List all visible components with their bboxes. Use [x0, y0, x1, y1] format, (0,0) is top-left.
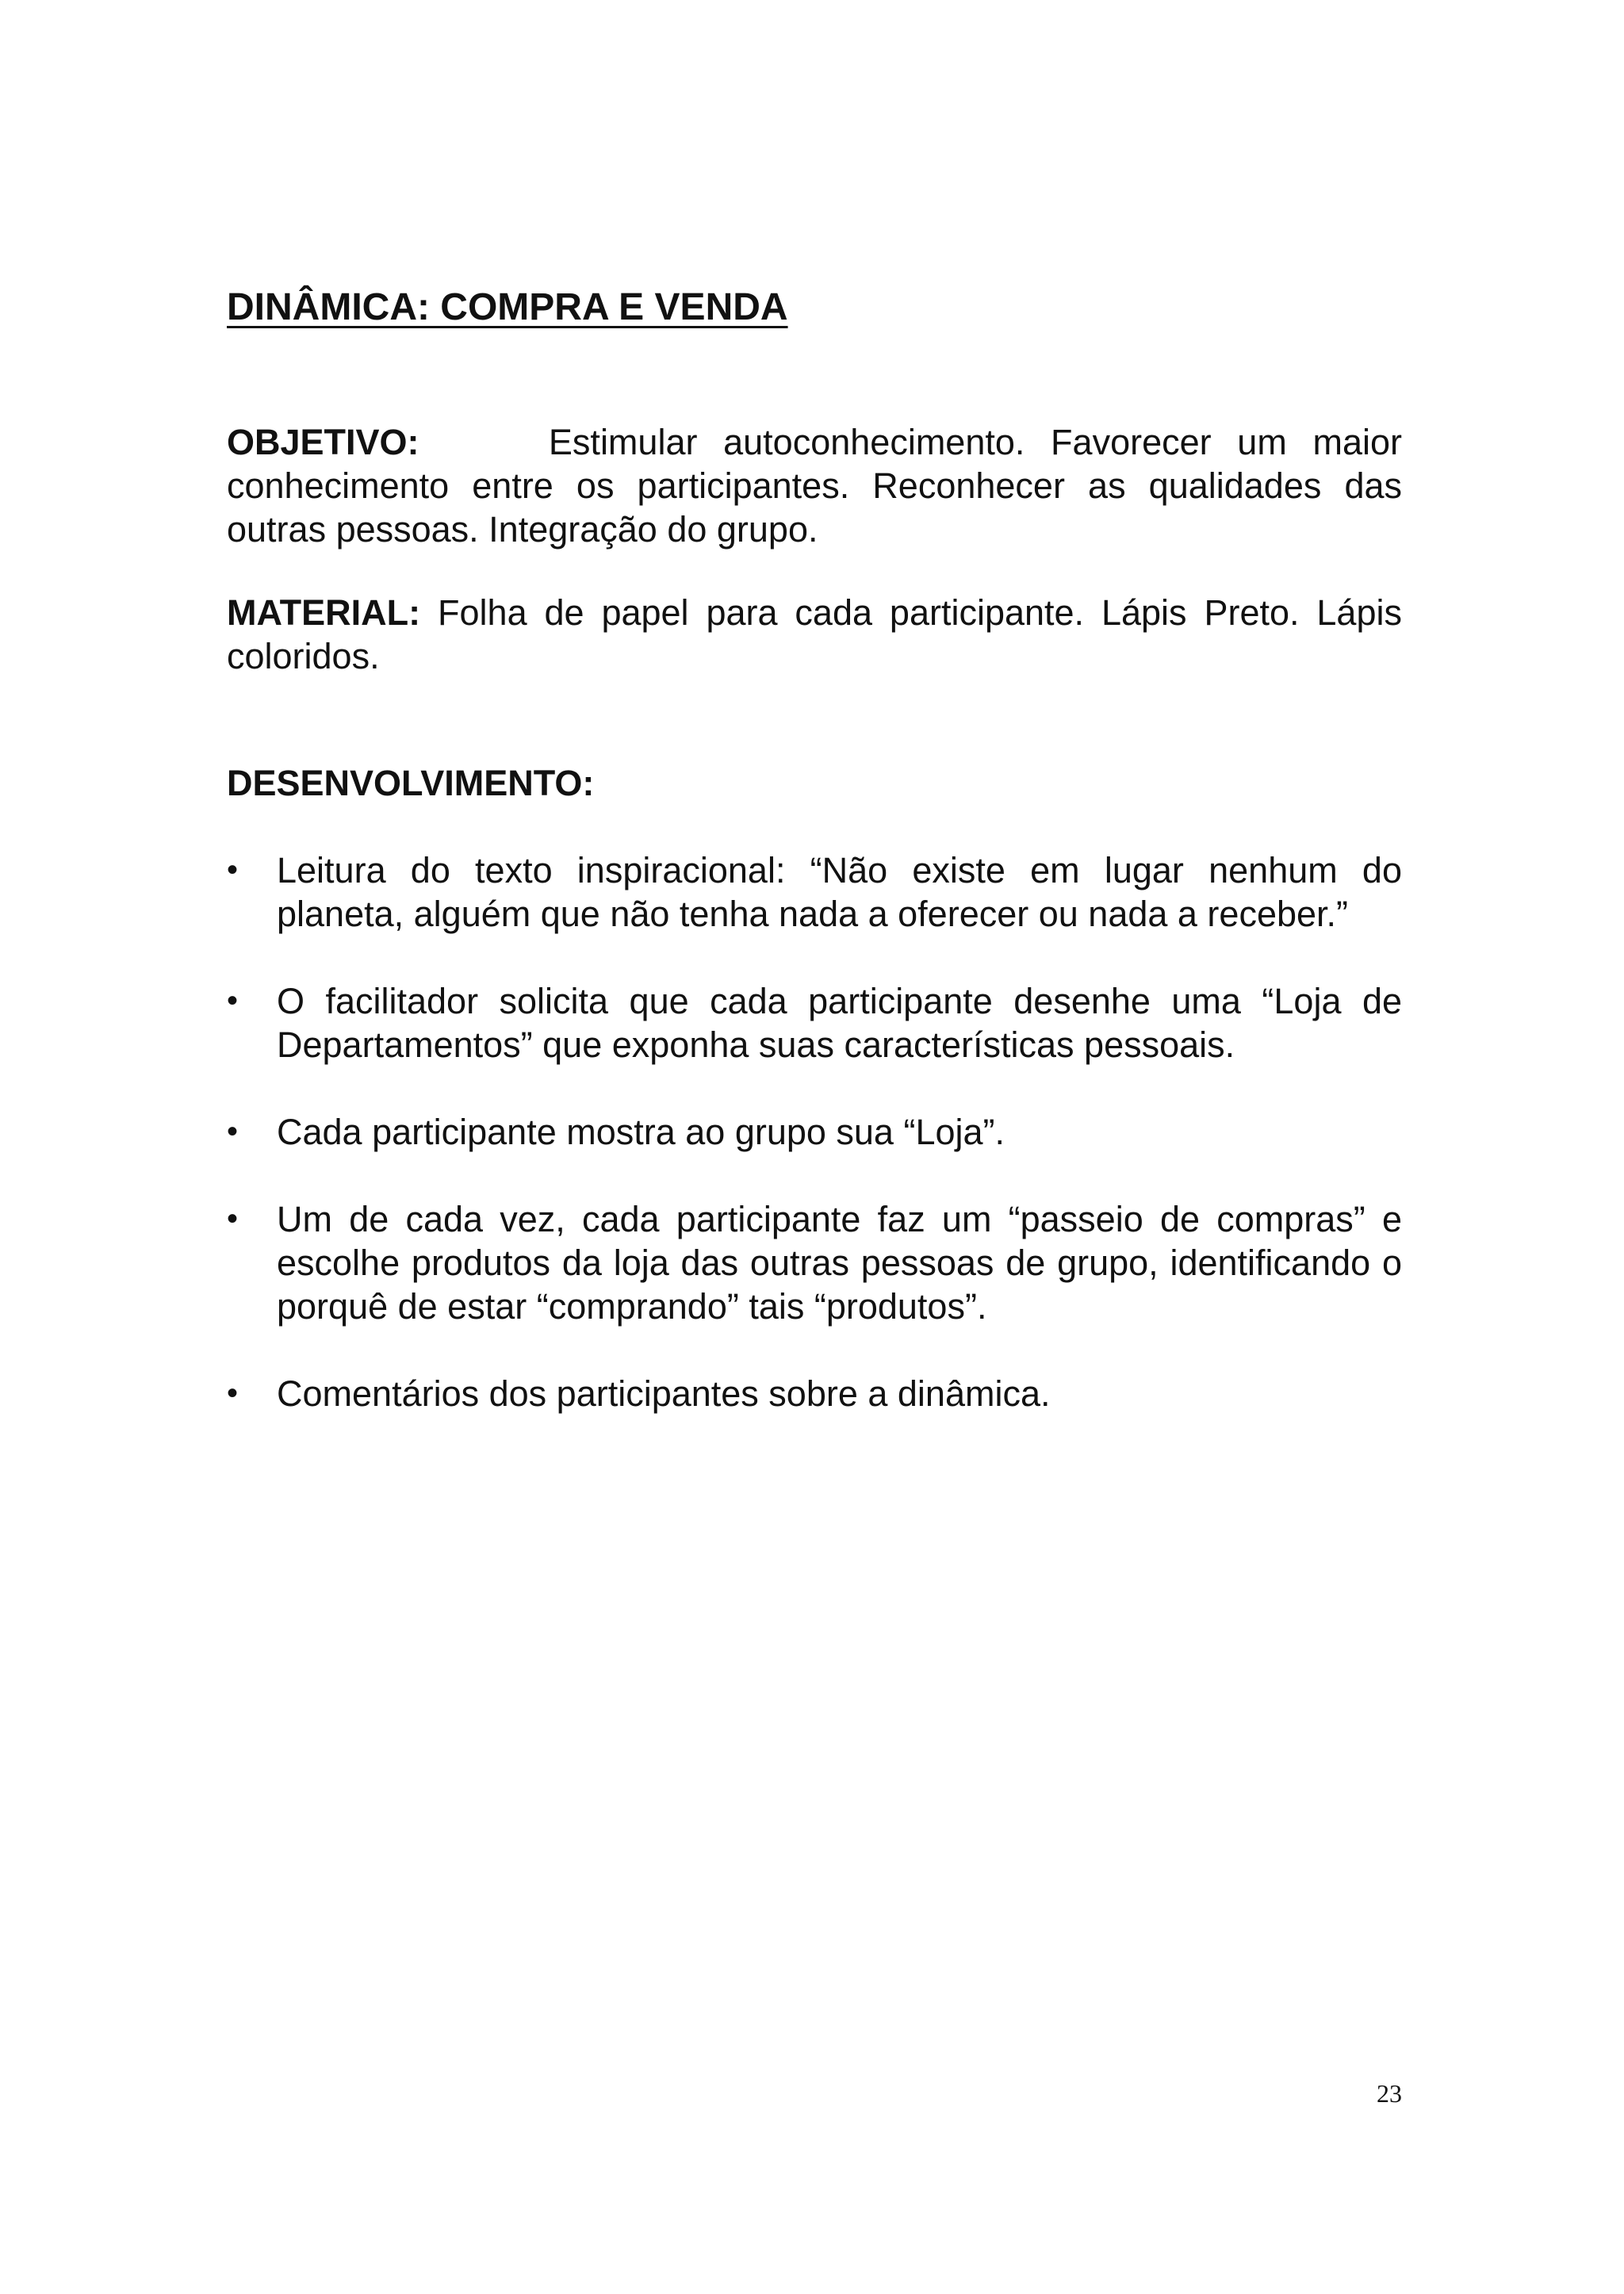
page-number: 23 [1377, 2079, 1402, 2108]
list-item-text: Cada participante mostra ao grupo sua “Loja”. [277, 1112, 1005, 1152]
list-item [227, 1197, 1402, 1328]
objetivo-label: OBJETIVO: [227, 422, 419, 462]
bullet-icon: • [227, 852, 239, 887]
material-text: Folha de papel para cada participante. Lápis Preto. Lápis coloridos. [227, 592, 1402, 676]
list-item [227, 1110, 1402, 1154]
bullet-icon: • [227, 983, 239, 1018]
list-item-text: O facilitador solicita que cada participante desenhe uma “Loja de Departamentos” que exponha suas características pessoais. [277, 981, 1402, 1065]
list-item [227, 979, 1402, 1067]
bullet-icon: • [227, 1376, 239, 1411]
material-label: MATERIAL: [227, 592, 421, 633]
material-paragraph [227, 591, 1402, 678]
objetivo-text: Estimular autoconhecimento. Favorecer um maior conhecimento entre os participantes. Reconhecer as qualidades das outras pessoas. Integração do grupo. [227, 422, 1403, 550]
document-title: DINÂMICA: COMPRA E VENDA [227, 286, 788, 328]
list-item-text: Leitura do texto inspiracional: “Não existe em lugar nenhum do planeta, alguém que não tenha nada a oferecer ou nada a receber.” [277, 850, 1402, 934]
desenvolvimento-heading: DESENVOLVIMENTO: [227, 763, 595, 803]
bullet-icon: • [227, 1201, 239, 1236]
list-item-text: Comentários dos participantes sobre a dinâmica. [277, 1373, 1051, 1414]
list-item-text: Um de cada vez, cada participante faz um “passeio de compras” e escolhe produtos da loja das outras pessoas de grupo, identificando o porquê de estar “comprando” tais “produtos”. [277, 1199, 1402, 1327]
objetivo-paragraph [227, 420, 1402, 551]
desenvolvimento-list [227, 848, 1402, 1459]
list-item [227, 848, 1402, 936]
list-item [227, 1372, 1402, 1415]
bullet-icon: • [227, 1114, 239, 1149]
